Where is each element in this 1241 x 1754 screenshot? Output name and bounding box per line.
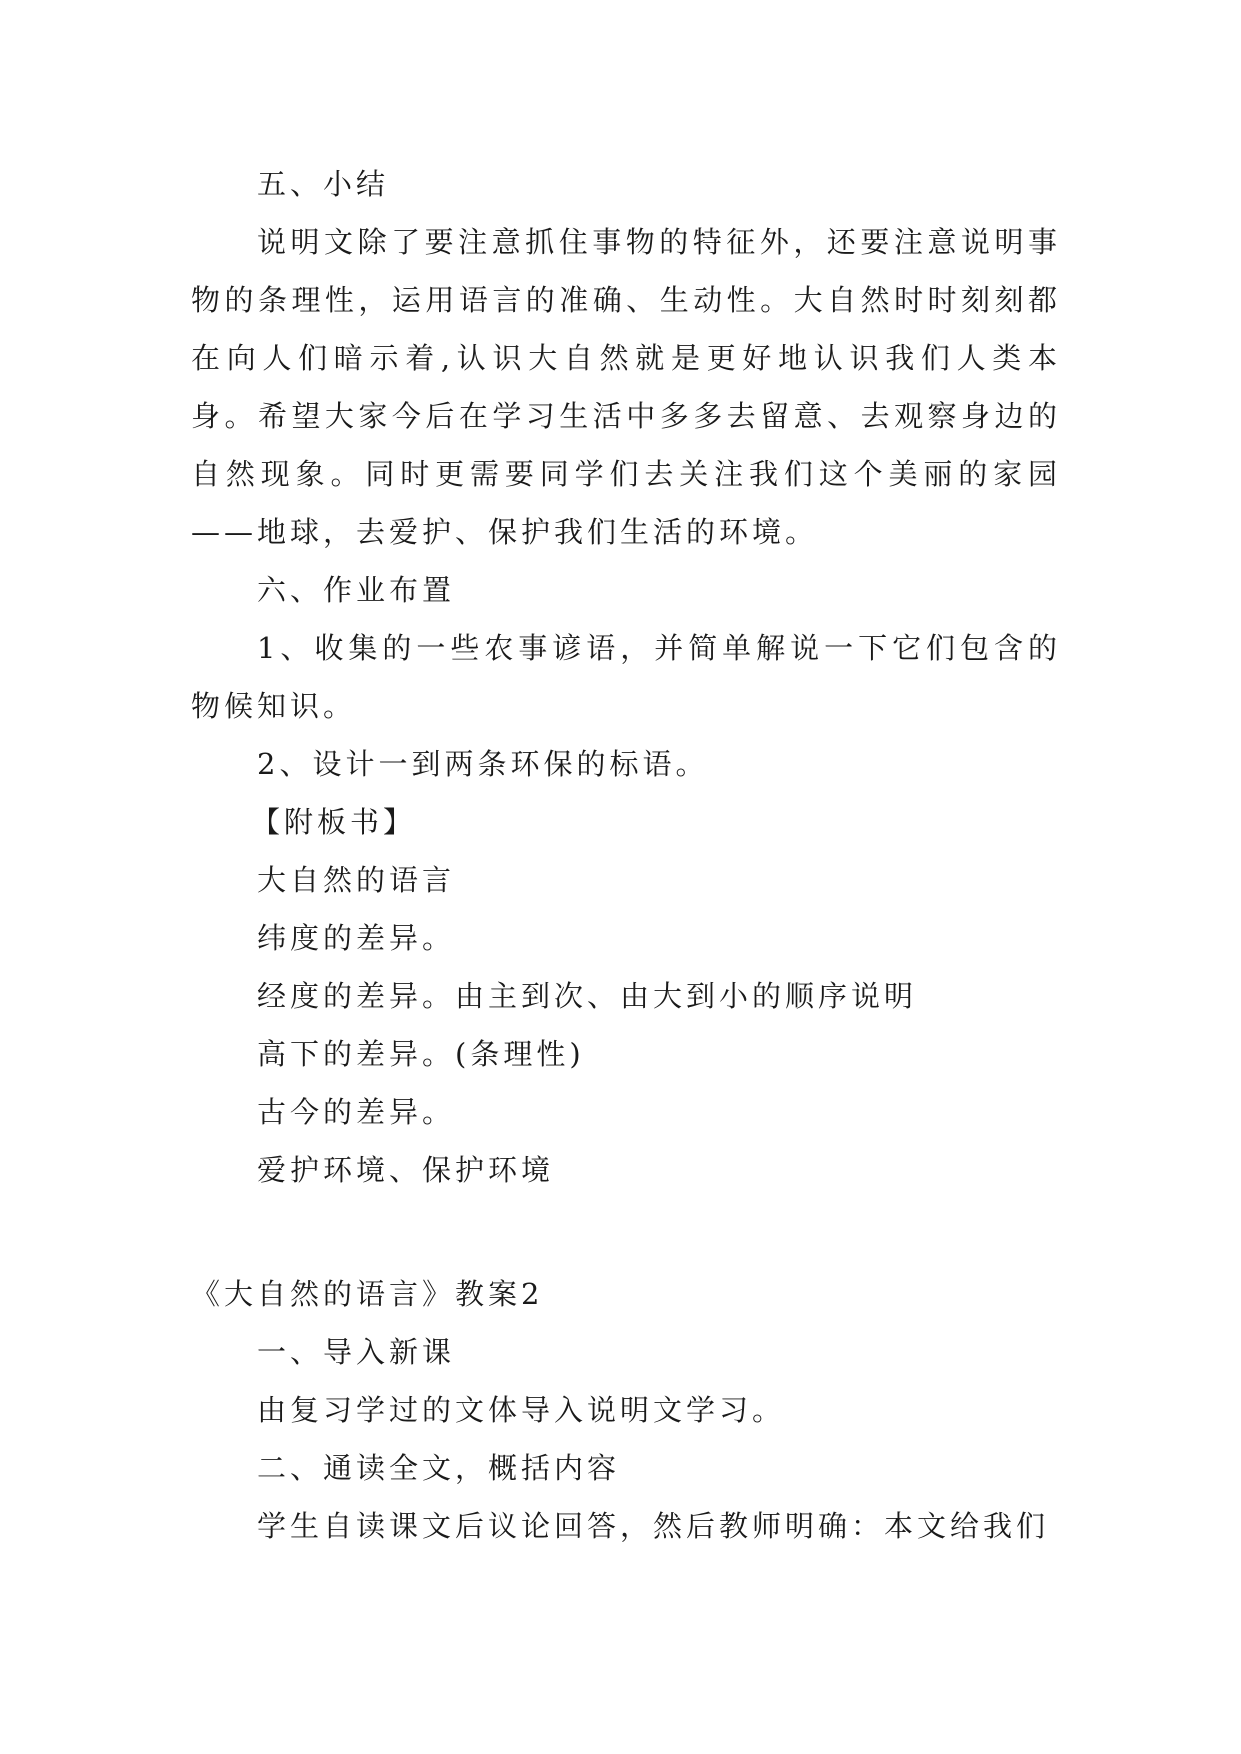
board-line: 大自然的语言 — [257, 863, 456, 897]
section-spacer — [191, 1199, 1061, 1265]
section-heading-homework: 六、作业布置 — [257, 573, 456, 607]
lesson-title: 《大自然的语言》教案2 — [191, 1277, 544, 1311]
section-heading-intro: 一、导入新课 — [257, 1335, 456, 1369]
homework-item-2: 2、设计一到两条环保的标语。 — [257, 747, 709, 781]
intro-text: 由复习学过的文体导入说明文学习。 — [257, 1393, 786, 1427]
reading-text: 学生自读课文后议论回答，然后教师明确：本文给我们 — [257, 1509, 1050, 1543]
board-heading: 【附板书】 — [251, 805, 417, 839]
board-line: 爱护环境、保护环境 — [257, 1153, 555, 1187]
board-line: 古今的差异。 — [257, 1095, 456, 1129]
board-line: 经度的差异。由主到次、由大到小的顺序说明 — [257, 979, 918, 1013]
document-page — [191, 155, 1061, 1555]
homework-item-1: 1、收集的一些农事谚语，并简单解说一下它们包含的物候知识。 — [191, 631, 1061, 723]
board-line: 纬度的差异。 — [257, 921, 456, 955]
board-line: 高下的差异。(条理性) — [257, 1037, 585, 1071]
summary-paragraph: 说明文除了要注意抓住事物的特征外，还要注意说明事物的条理性，运用语言的准确、生动性。大自然时时刻刻都在向人们暗示着,认识大自然就是更好地认识我们人类本身。希望大家今后在学习生活中多多去留意、去观察身边的自然现象。同时更需要同学们去关注我们这个美丽的家园——地球，去爱护、保护我们生活的环境。 — [191, 225, 1061, 549]
section-heading-summary: 五、小结 — [257, 167, 390, 201]
section-heading-reading: 二、通读全文，概括内容 — [257, 1451, 621, 1485]
